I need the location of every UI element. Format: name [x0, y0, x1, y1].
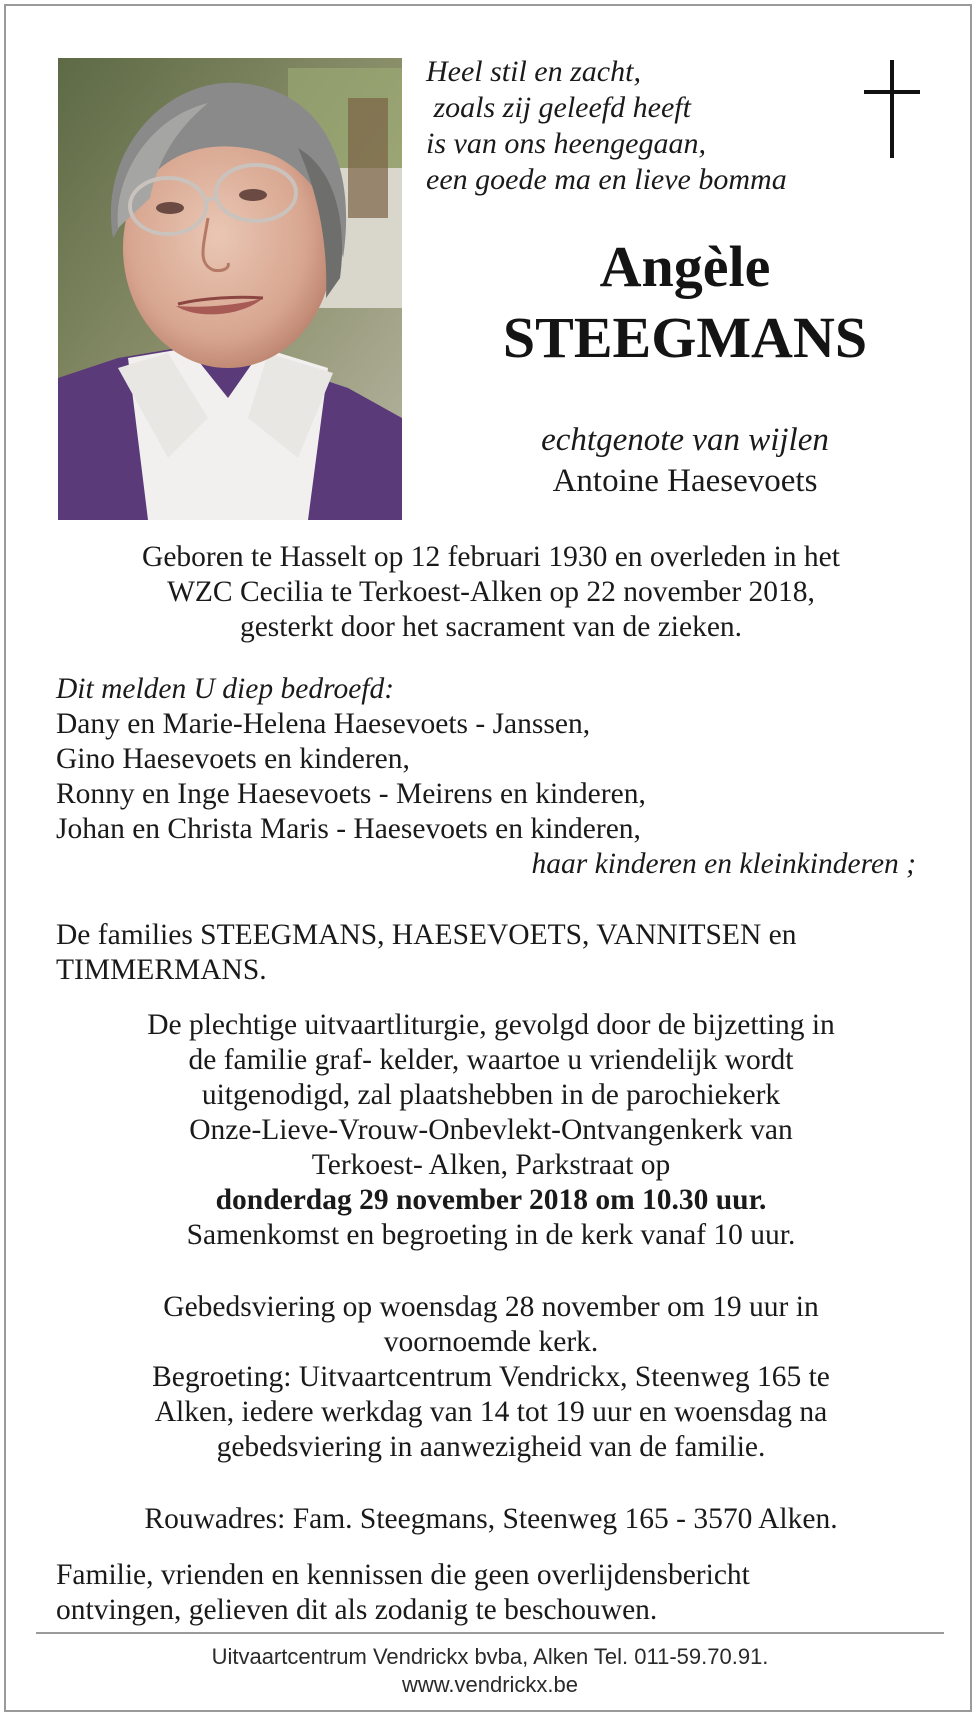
cross-icon — [862, 60, 922, 160]
mourner-line: Gino Haesevoets en kinderen, — [56, 743, 410, 775]
text-line: gesterkt door het sacrament van de zieken. — [239, 611, 743, 643]
mourner-line: Dany en Marie-Helena Haesevoets - Janssen, — [56, 708, 591, 740]
poem-line: is van ons heengegaan, — [426, 127, 706, 160]
text-line: Begroeting: Uitvaartcentrum Vendrickx, Steenweg 165 te — [152, 1361, 830, 1393]
birth-death-paragraph — [56, 540, 926, 645]
first-name: Angèle — [599, 234, 771, 299]
footer-company: Uitvaartcentrum Vendrickx bvba, Alken Tel. 011-59.70.91. — [211, 1644, 769, 1669]
mourning-address — [56, 1502, 926, 1537]
spouse-prefix: echtgenote van wijlen — [541, 422, 829, 458]
text-line: uitgenodigd, zal plaatshebben in de parochiekerk — [201, 1079, 781, 1111]
poem-line: een goede ma en lieve bomma — [426, 163, 787, 196]
funeral-paragraph — [56, 1008, 926, 1253]
spouse-name: Antoine Haesevoets — [552, 463, 818, 499]
poem-line: zoals zij geleefd heeft — [426, 91, 691, 124]
text-line: Onze-Lieve-Vrouw-Onbevlekt-Ontvangenkerk van — [189, 1114, 793, 1146]
text-line: voornoemde kerk. — [383, 1326, 599, 1358]
prayer-paragraph — [56, 1290, 926, 1465]
closing-paragraph — [56, 1558, 926, 1628]
text-line: Gebedsviering op woensdag 28 november om 19 uur in — [163, 1291, 819, 1323]
spouse-block — [440, 420, 930, 502]
deceased-name — [440, 232, 930, 374]
footer — [0, 1643, 980, 1699]
funeral-date: donderdag 29 november 2018 om 10.30 uur. — [215, 1184, 767, 1216]
mourner-line: Johan en Christa Maris - Haesevoets en kinderen, — [56, 813, 641, 845]
text-line: Alken, iedere werkdag van 14 tot 19 uur en woensdag na — [154, 1396, 828, 1428]
meeting-line: Samenkomst en begroeting in de kerk vanaf 10 uur. — [186, 1219, 796, 1251]
text-line: gebedsviering in aanwezigheid van de familie. — [216, 1431, 766, 1463]
text-line: WZC Cecilia te Terkoest-Alken op 22 november 2018, — [167, 576, 815, 608]
address-line: Rouwadres: Fam. Steegmans, Steenweg 165 - 3570 Alken. — [144, 1503, 838, 1535]
text-line: Geboren te Hasselt op 12 februari 1930 en overleden in het — [142, 541, 840, 573]
mourners-block — [56, 672, 926, 882]
text-line: de familie graf- kelder, waartoe u vriendelijk wordt — [188, 1044, 794, 1076]
poem-line: Heel stil en zacht, — [426, 55, 641, 88]
text-line: ontvingen, gelieven dit als zodanig te beschouwen. — [56, 1594, 658, 1626]
mourner-line: Ronny en Inge Haesevoets - Meirens en kinderen, — [56, 778, 646, 810]
footer-divider — [36, 1632, 944, 1634]
footer-website[interactable]: www.vendrickx.be — [401, 1672, 579, 1697]
mourners-relation: haar kinderen en kleinkinderen ; — [531, 848, 916, 880]
text-line: Familie, vrienden en kennissen die geen overlijdensbericht — [56, 1559, 750, 1591]
text-line: De families STEEGMANS, HAESEVOETS, VANNITSEN en — [56, 919, 797, 951]
text-line: De plechtige uitvaartliturgie, gevolgd door de bijzetting in — [147, 1009, 835, 1041]
text-line: Terkoest- Alken, Parkstraat op — [311, 1149, 671, 1181]
last-name: STEEGMANS — [502, 305, 868, 370]
families-paragraph — [56, 918, 926, 988]
poem — [426, 54, 846, 198]
mourners-intro: Dit melden U diep bedroefd: — [56, 673, 395, 705]
portrait-photo — [58, 58, 402, 520]
text-line: TIMMERMANS. — [56, 954, 267, 986]
